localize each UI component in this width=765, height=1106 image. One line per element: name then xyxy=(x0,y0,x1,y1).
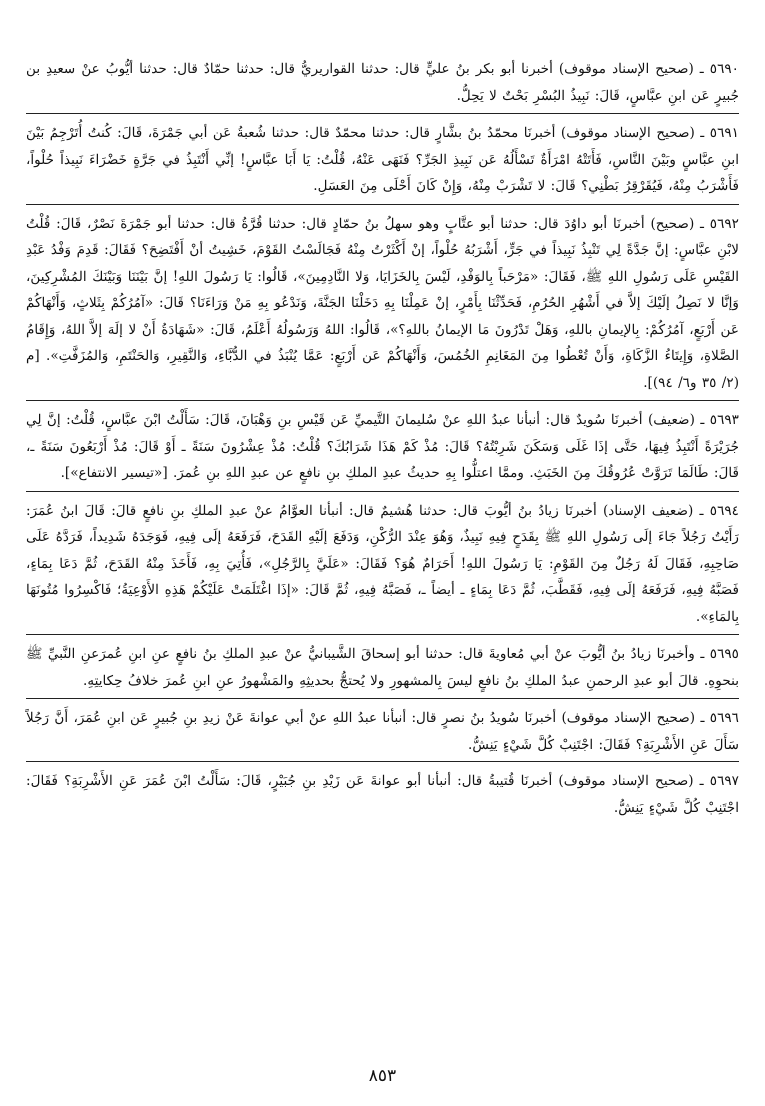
page-number: ٨٥٣ xyxy=(368,1066,397,1086)
hadith-5692: ٥٦٩٢ ـ (صحيح) أخبرنَا أبو داوُدَ قال: حدثنا أبو عتَّابٍ وهو سهلُ بنُ حمّادٍ قال: حدثنا قُرَّةُ قال: حدثنا أبو جَمْرَةَ نَصْرٌ، قَالَ: قُلْتُ لابْنِ عبَّاسٍ: إنَّ جَدَّةً لِي تَنْبِذُ نَبِيذاً في جَرٍّ، أَشْرَبُهُ حُلْواً، إنْ أَكْثَرْتُ مِنْهُ فَجَالَسْتُ القَوْمَ، خَشِيتُ أنْ أَفْتَضِحَ؟ فَقَالَ: قَدِمَ وَفْدُ عَبْدِ القَيْسِ عَلَى رَسُولِ اللهِ ﷺ، فَقَالَ: «مَرْحَباً بِالوَفْدِ، لَيْسَ بِالخَزَايَا، وَلا النَّادِمِينَ»، قَالُوا: يَا رَسُولَ اللهِ! إنَّ بَيْنَنَا وَبَيْنَكَ المُشْرِكِينَ، وَإنَّا لا نَصِلُ إلَيْكَ إلاَّ في أَشْهُرِ الحُرُمِ، فَحَدِّثْنَا بِأَمْرٍ، إنْ عَمِلْنَا بِهِ دَخَلْنَا الجَنَّةَ، وَنَدْعُو بِهِ مَنْ وَرَاءَنَا؟ قَالَ: «آمُرُكُمْ بِثَلاثٍ، وَأَنْهَاكُمْ عَن أَرْبَعٍ، آمُرُكُمْ: بِالإيمانِ باللهِ، وَهَلْ تَدْرُونَ مَا الإيمانُ باللهِ؟»، قَالُوا: اللهُ وَرَسُولُهُ أَعْلَمُ، قَالَ: «شَهَادَةُ أَنْ لا إلَهَ إلاَّ اللهُ، وَإِقَامُ الصَّلاةِ، وَإِيتَاءُ الزَّكَاةِ، وَأَنْ تُعْطُوا مِنَ المَغَانِمِ الخُمُسَ، وَأَنْهَاكُمْ عَن أَرْبَعٍ: عَمَّا يُنْبَذُ في الدُّبَّاءِ، وَالنَّقِيرِ، وَالحَنْتَمِ، وَالمُزَفَّتِ». [م (٢/ ٣٥ و٦/ ٩٤)]. xyxy=(26,215,739,391)
separator-rule xyxy=(26,698,739,699)
separator-rule xyxy=(26,761,739,762)
separator-rule xyxy=(26,204,739,205)
separator-rule xyxy=(26,491,739,492)
hadith-5691: ٥٦٩١ ـ (صحيح الإسناد موقوف) أخبرنَا محمّدُ بنُ بشَّارٍ قال: حدثنا محمّدٌ قال: حدثنا شُعبةُ عَن أبي جَمْرَةَ، قَالَ: كُنتُ أُتَرْجِمُ بَيْنَ ابنِ عبَّاسٍ وبَيْنَ النَّاسِ، فَأَتَتْهُ امْرَأَةٌ تَسْأَلُهُ عَن نَبِيذِ الجَرِّ؟ فَنَهَى عَنْهُ، قُلْتُ: يَا أَبَا عبَّاسٍ! إنِّي أَنْتَبِذُ في جَرَّةٍ خَضْرَاءَ نَبِيذاً حُلْواً، فَأَشْرَبُ مِنْهُ، فَيُقَرْقِرُ بَطْنِي؟ قَالَ: لا تَشْرَبْ مِنْهُ، وَإِنْ كَانَ أَحْلَى مِنَ العَسَلِ. xyxy=(26,125,739,194)
separator-rule xyxy=(26,400,739,401)
separator-rule xyxy=(26,634,739,635)
hadith-5697: ٥٦٩٧ ـ (صحيح الإسناد موقوف) أخبرنَا قُتيبةُ قال: أنبأنا أبو عوانةَ عَن زَيْدِ بنِ جُبَيْرٍ، قَالَ: سَأَلْتُ ابْنَ عُمَرَ عَنِ الأَشْرِبَةِ؟ فَقَالَ: اجْتَنِبْ كُلَّ شَيْءٍ يَنِشُّ. xyxy=(26,773,739,816)
hadith-5693: ٥٦٩٣ ـ (ضعيف) أخبرنَا سُويدٌ قال: أنبأنا عبدُ اللهِ عنْ سُليمانَ التَّيميِّ عَن قَيْسِ بنِ وَهْبَانَ، قَالَ: سَأَلْتُ ابْنَ عبَّاسٍ، قُلْتُ: إنَّ لِي جُرَيْرَةً أَنْتَبِذُ فِيهَا، حَتَّى إذَا غَلَى وَسَكَنَ شَرِبْتُهُ؟ قَالَ: مُذْ كَمْ هَذَا شَرَابُكَ؟ قُلْتُ: مُذْ عِشْرُونَ سَنَةً ـ أَوْ قَالَ: مُذْ أَرْبَعُونَ سَنَةً ـ، قَالَ: طَالَمَا تَرَوَّتْ عُرُوقُكَ مِنَ الخَبَثِ. وممَّا اعتلُّوا بِهِ حديثُ عبدِ الملكِ بنِ نافعٍ عن عبدِ اللهِ بنِ عُمرَ. [«تيسير الانتفاع»]. xyxy=(26,412,739,481)
hadith-5690: ٥٦٩٠ ـ (صحيح الإسناد موقوف) أخبرنا أبو بكر بنُ عليٍّ قال: حدثنا القواريريُّ قال: حدثنا حمّادٌ قال: حدثنا أيُّوبُ عنْ سعيدِ بن جُبيرٍ عَن ابنِ عبَّاسٍ، قَالَ: نَبِيذُ البُسْرِ بَحْتٌ لا يَحِلُّ. xyxy=(26,61,739,104)
hadith-5696: ٥٦٩٦ ـ (صحيح الإسناد موقوف) أخبرنَا سُويدُ بنُ نصرٍ قال: أنبأنا عبدُ اللهِ عنْ أبي عوانةَ عَنْ زيدِ بنِ جُبيرٍ عَن ابنِ عُمَرَ، أَنَّ رَجُلاً سَأَلَ عَنِ الأَشْرِبَةِ؟ فَقَالَ: اجْتَنِبْ كُلَّ شَيْءٍ يَنِشُّ. xyxy=(26,710,739,753)
hadith-5695: ٥٦٩٥ ـ وأخبرنَا زيادُ بنُ أيُّوبَ عنْ أبي مُعاويةَ قال: حدثنا أبو إسحاقَ الشَّيبانيُّ عنْ عبدِ الملكِ بنُ نافعٍ عنِ ابنِ عُمرَعنِ النَّبيِّ ﷺ بنحوِهِ. قالَ أبو عبدِ الرحمنِ عبدُ الملكِ بنُ نافعٍ ليسَ بِالمشهورِ ولا يُحتجُّ بحديثِهِ والمَشْهورُ عنِ ابنِ عُمرَ خلافُ حِكايتِهِ. xyxy=(26,646,739,689)
separator-rule xyxy=(26,113,739,114)
hadith-5694: ٥٦٩٤ ـ (ضعيف الإسناد) أخبرنَا زيادُ بنُ أيُّوبَ قال: حدثنا هُشيمٌ قال: أنبأنا العوَّامُ عنْ عبدِ الملكِ بنِ نافعٍ قالَ: قَالَ ابنُ عُمَرَ: رَأَيْتُ رَجُلاً جَاءَ إلَى رَسُولِ اللهِ ﷺ بِقَدَحٍ فِيهِ نَبِيذٌ، وَهُوَ عِنْدَ الرُّكْنِ، وَدَفَعَ إلَيْهِ القَدَحَ، فَرَفَعَهُ إلَى فِيهِ، فَوَجَدَهُ شَدِيداً، فَرَدَّهُ عَلَى صَاحِبِهِ، فَقَالَ لَهُ رَجُلٌ مِنَ القَوْمِ: يَا رَسُولَ اللهِ! أَحَرَامٌ هُوَ؟ فَقَالَ: «عَلَيَّ بِالرَّجُلِ»، فَأُتِيَ بِهِ، فَأَخَذَ مِنْهُ القَدَحَ، ثُمَّ دَعَا بِمَاءٍ، فَصَبَّهُ فِيهِ، فَرَفَعَهُ إلَى فِيهِ، فَقَطَّبَ، ثُمَّ دَعَا بِمَاءٍ ـ أيضاً ـ، فَصَبَّهُ فِيهِ، ثُمَّ قَالَ: «إذَا اغْتَلَمَتْ عَلَيْكُمْ هَذِهِ الأَوْعِيَةُ؛ فَاكْسِرُوا مُتُونَهَا بِالمَاءِ». xyxy=(26,502,739,625)
